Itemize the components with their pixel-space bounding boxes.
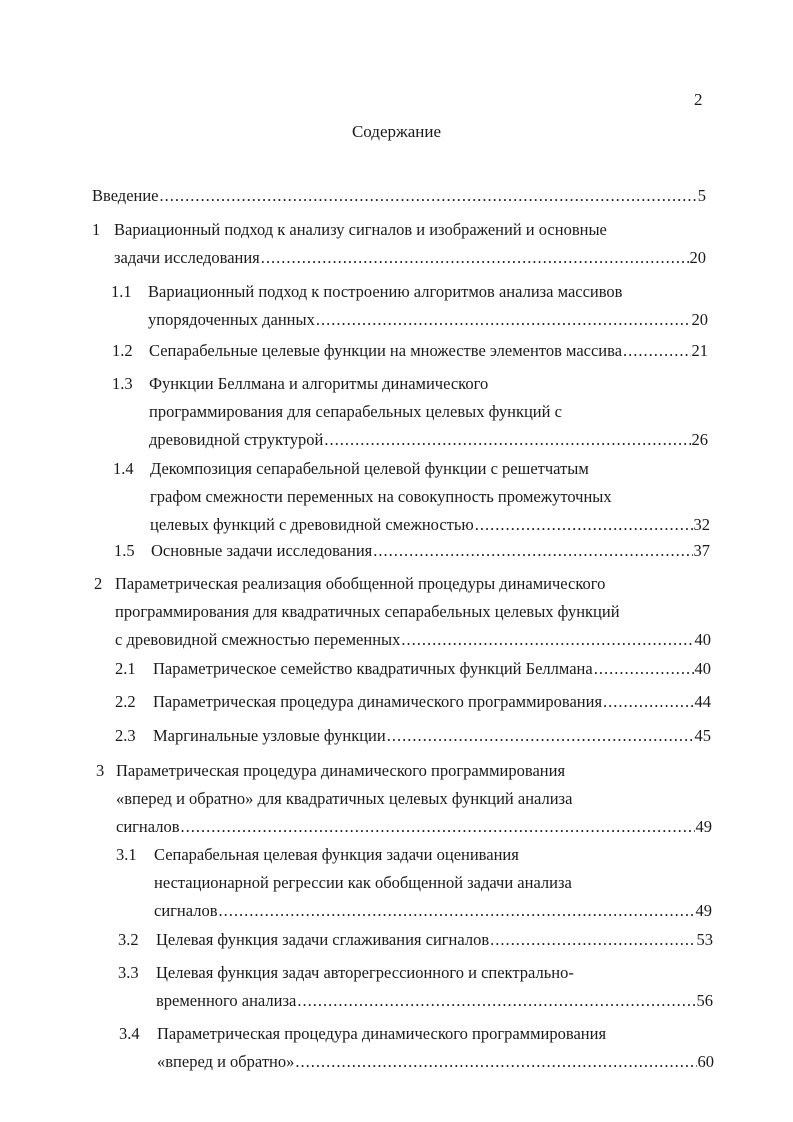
toc-entry-text: временного анализа xyxy=(156,991,297,1010)
toc-entry-text: Целевая функция задачи сглаживания сигналов xyxy=(156,930,490,949)
toc-page-ref: 37 xyxy=(693,541,710,560)
toc-entry-1-5[interactable] xyxy=(114,537,710,565)
leader-dots xyxy=(603,688,693,716)
toc-entry-1-2[interactable] xyxy=(112,337,708,365)
toc-entry-text: с древовидной смежностью переменных xyxy=(115,630,401,649)
toc-page-ref: 40 xyxy=(694,659,711,678)
toc-entry-text: графом смежности переменных на совокупность промежуточных xyxy=(150,487,612,506)
toc-entry-1-3[interactable] xyxy=(112,370,708,454)
toc-entry-number: 3 xyxy=(96,761,105,780)
toc-entry-text: Параметрическая процедура динамического программирования xyxy=(116,761,566,780)
toc-entry-text: Основные задачи исследования xyxy=(151,541,373,560)
toc-page-ref: 20 xyxy=(689,248,706,267)
toc-entry-text: Параметрическая процедура динамического программирования xyxy=(157,1024,607,1043)
leader-dots xyxy=(297,987,695,1015)
toc-page-ref: 21 xyxy=(691,341,708,360)
toc-entry-intro[interactable] xyxy=(92,182,706,210)
leader-dots xyxy=(219,897,695,925)
toc-page-ref: 53 xyxy=(696,930,713,949)
toc-entry-2[interactable] xyxy=(94,570,711,654)
toc-entry-text: Параметрическая процедура динамического программирования xyxy=(153,692,603,711)
leader-dots xyxy=(316,306,691,334)
toc-entry-2-3[interactable] xyxy=(115,722,711,750)
leader-dots xyxy=(261,244,689,272)
toc-page-ref: 49 xyxy=(695,901,712,920)
toc-entry-text: Целевая функция задач авторегрессионного и спектрально- xyxy=(156,963,574,982)
toc-entry-text: Сепарабельная целевая функция задачи оценивания xyxy=(154,845,519,864)
toc-entry-1[interactable] xyxy=(92,216,706,272)
toc-entry-text: Маргинальные узловые функции xyxy=(153,726,386,745)
toc-entry-number: 2 xyxy=(94,574,103,593)
toc-entry-text: древовидной структурой xyxy=(149,430,324,449)
toc-entry-number: 1.1 xyxy=(111,282,132,301)
toc-page-ref: 20 xyxy=(691,310,708,329)
leader-dots xyxy=(373,537,692,565)
toc-entry-text: «вперед и обратно» xyxy=(157,1052,295,1071)
toc-entry-text: программирования для квадратичных сепарабельных целевых функций xyxy=(115,602,620,621)
toc-entry-3[interactable] xyxy=(96,757,712,841)
toc-entry-number: 3.2 xyxy=(118,930,139,949)
toc-entry-number: 1.4 xyxy=(113,459,134,478)
toc-entry-2-2[interactable] xyxy=(115,688,711,716)
toc-entry-1-4[interactable] xyxy=(113,455,710,539)
toc-entry-text: Параметрическая реализация обобщенной процедуры динамического xyxy=(115,574,606,593)
toc-entry-3-1[interactable] xyxy=(116,841,712,925)
toc-entry-3-3[interactable] xyxy=(118,959,713,1015)
toc-entry-text: Введение xyxy=(92,186,159,205)
toc-entry-number: 1.3 xyxy=(112,374,133,393)
toc-entry-number: 3.4 xyxy=(119,1024,140,1043)
toc-entry-text: программирования для сепарабельных целевых функций с xyxy=(149,402,562,421)
leader-dots xyxy=(324,426,690,454)
toc-entry-3-2[interactable] xyxy=(118,926,713,954)
toc-entry-number: 2.3 xyxy=(115,726,136,745)
toc-entry-number: 1 xyxy=(92,220,101,239)
toc-entry-text: целевых функций с древовидной смежностью xyxy=(150,515,474,534)
leader-dots xyxy=(387,722,694,750)
toc-entry-2-1[interactable] xyxy=(115,655,711,683)
toc-entry-text: Вариационный подход к построению алгоритмов анализа массивов xyxy=(148,282,623,301)
toc-page-ref: 45 xyxy=(694,726,711,745)
toc-page-ref: 56 xyxy=(696,991,713,1010)
toc-title: Содержание xyxy=(351,122,442,141)
toc-entry-text: Сепарабельные целевые функции на множестве элементов массива xyxy=(149,341,623,360)
toc-entry-text: упорядоченных данных xyxy=(148,310,315,329)
toc-entry-text: нестационарной регрессии как обобщенной задачи анализа xyxy=(154,873,572,892)
leader-dots xyxy=(594,655,694,683)
toc-page-ref: 44 xyxy=(694,692,711,711)
leader-dots xyxy=(401,626,693,654)
toc-page-ref: 26 xyxy=(691,430,708,449)
leader-dots xyxy=(181,813,695,841)
toc-entry-text: Функции Беллмана и алгоритмы динамического xyxy=(149,374,489,393)
toc-entry-number: 1.2 xyxy=(112,341,133,360)
toc-entry-text: сигналов xyxy=(116,817,180,836)
leader-dots xyxy=(295,1048,696,1076)
toc-entry-number: 1.5 xyxy=(114,541,135,560)
toc-entry-3-4[interactable] xyxy=(119,1020,714,1076)
toc-page-ref: 49 xyxy=(695,817,712,836)
toc-entry-text: задачи исследования xyxy=(114,248,260,267)
leader-dots xyxy=(160,182,697,210)
toc-entry-text: Декомпозиция сепарабельной целевой функции с решетчатым xyxy=(150,459,589,478)
toc-entry-text: «вперед и обратно» для квадратичных целевых функций анализа xyxy=(116,789,573,808)
toc-page-ref: 60 xyxy=(697,1052,714,1071)
page-number: 2 xyxy=(694,90,703,109)
toc-page-ref: 40 xyxy=(694,630,711,649)
toc-entry-text: Вариационный подход к анализу сигналов и изображений и основные xyxy=(114,220,607,239)
toc-entry-text: Параметрическое семейство квадратичных функций Беллмана xyxy=(153,659,593,678)
toc-entry-number: 2.2 xyxy=(115,692,136,711)
toc-entry-number: 2.1 xyxy=(115,659,136,678)
leader-dots xyxy=(475,511,693,539)
toc-page-ref: 32 xyxy=(693,515,710,534)
toc-entry-text: сигналов xyxy=(154,901,218,920)
toc-entry-number: 3.1 xyxy=(116,845,137,864)
leader-dots xyxy=(623,337,690,365)
leader-dots xyxy=(490,926,695,954)
toc-entry-1-1[interactable] xyxy=(111,278,708,334)
toc-page-ref: 5 xyxy=(697,186,706,205)
toc-entry-number: 3.3 xyxy=(118,963,139,982)
